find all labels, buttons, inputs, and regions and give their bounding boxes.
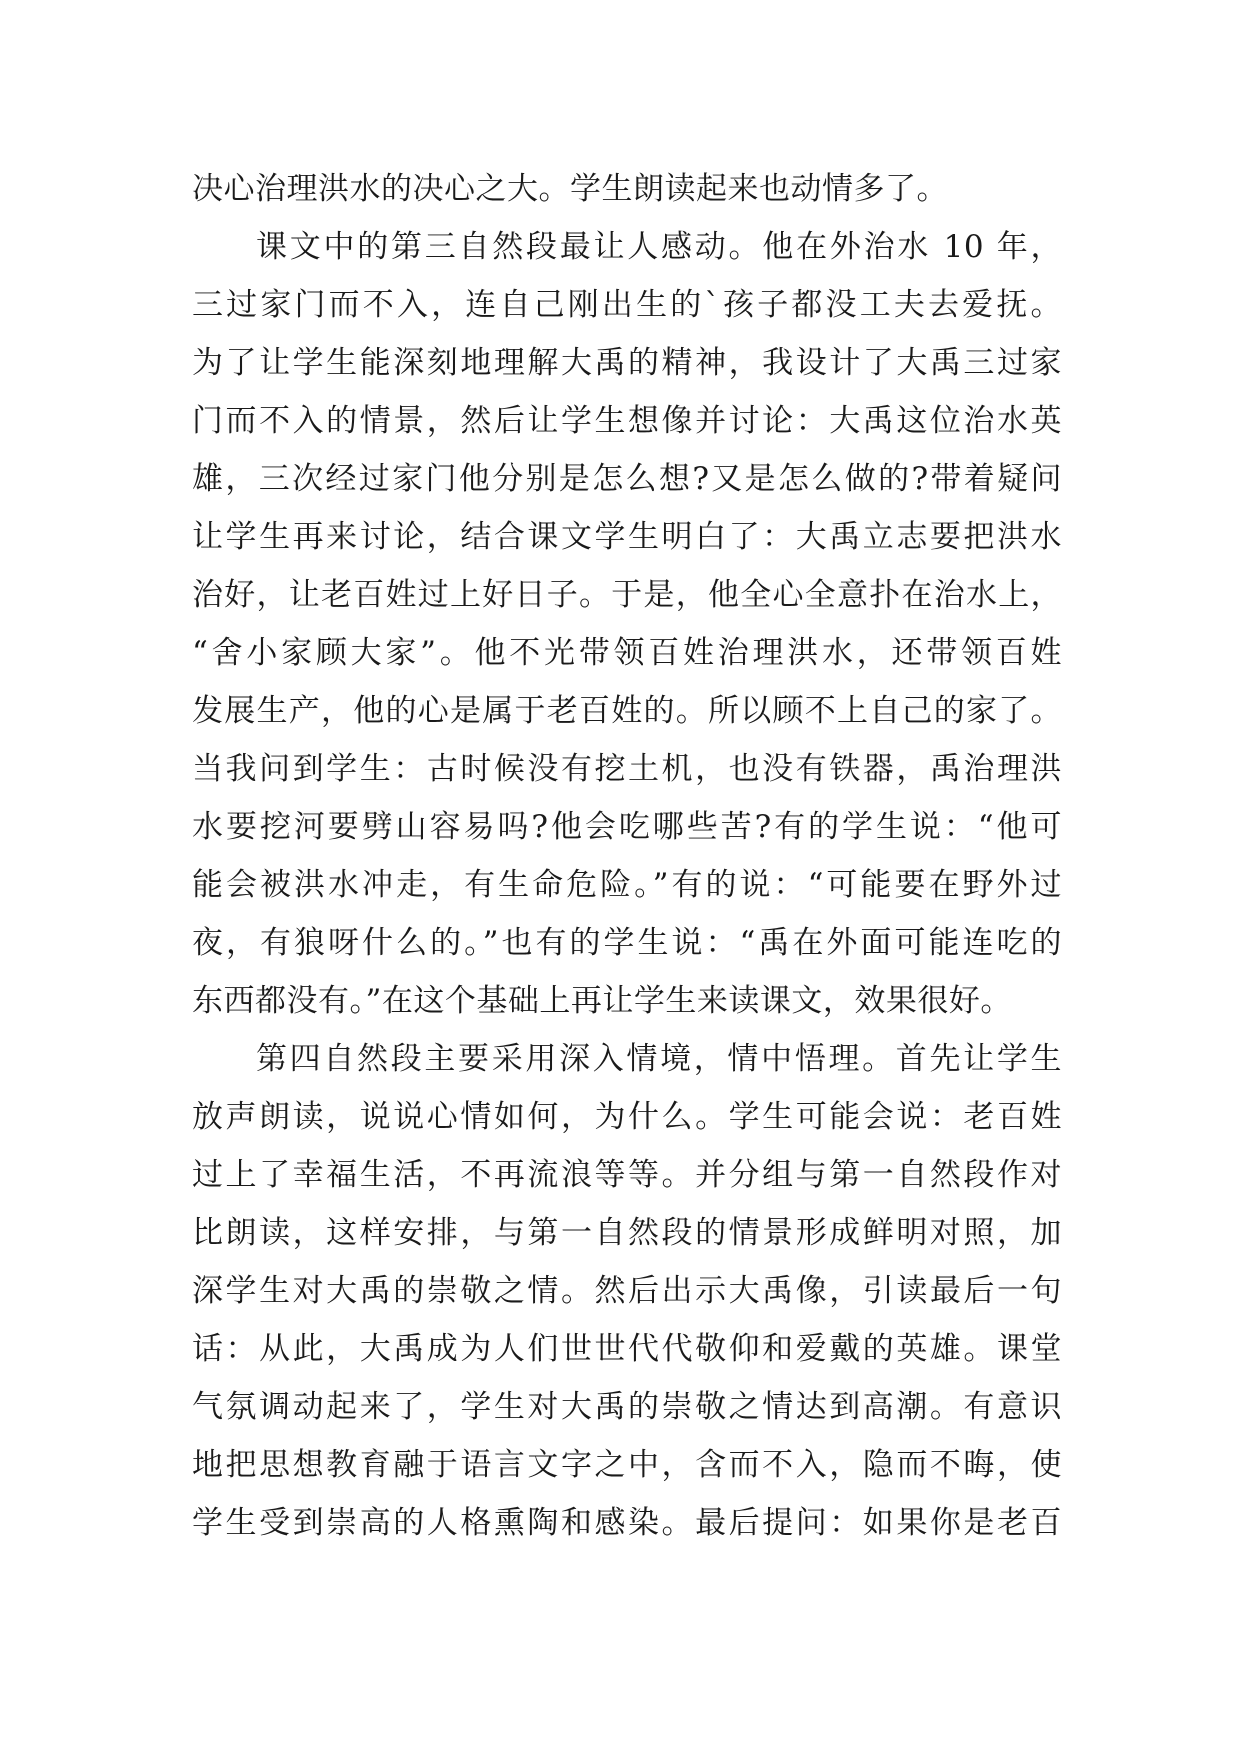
text-line: 放声朗读，说说心情如何，为什么。学生可能会说：老百姓 [192,1099,1062,1135]
text-line: 学生受到崇高的人格熏陶和感染。最后提问：如果你是老百 [192,1505,1062,1541]
text-line: 东西都没有。”在这个基础上再让学生来读课文，效果很好。 [192,983,1012,1019]
text-line: 发展生产，他的心是属于老百姓的。所以顾不上自己的家了。 [192,693,1062,729]
text-line: 雄，三次经过家门他分别是怎么想?又是怎么做的?带着疑问 [192,461,1062,497]
text-line: 话：从此，大禹成为人们世世代代敬仰和爱戴的英雄。课堂 [192,1331,1062,1367]
text-line: 治好，让老百姓过上好日子。于是，他全心全意扑在治水上， [192,577,1062,613]
text-line: 课文中的第三自然段最让人感动。他在外治水 10 年， [256,229,1062,265]
text-line: 第四自然段主要采用深入情境，情中悟理。首先让学生 [256,1041,1062,1077]
text-line: 过上了幸福生活，不再流浪等等。并分组与第一自然段作对 [192,1157,1062,1193]
text-line: 能会被洪水冲走，有生命危险。”有的说：“可能要在野外过 [192,867,1062,903]
text-line: 决心治理洪水的决心之大。学生朗读起来也动情多了。 [192,171,948,207]
text-line: 地把思想教育融于语言文字之中，含而不入，隐而不晦，使 [192,1447,1062,1483]
text-line: 三过家门而不入，连自己刚出生的`孩子都没工夫去爱抚。 [192,287,1062,323]
text-line: 门而不入的情景，然后让学生想像并讨论：大禹这位治水英 [192,403,1062,439]
text-line: 比朗读，这样安排，与第一自然段的情景形成鲜明对照，加 [192,1215,1062,1251]
text-line: 水要挖河要劈山容易吗?他会吃哪些苦?有的学生说：“他可 [192,809,1062,845]
text-line: 为了让学生能深刻地理解大禹的精神，我设计了大禹三过家 [192,345,1062,381]
text-line: 夜，有狼呀什么的。”也有的学生说：“禹在外面可能连吃的 [192,925,1062,961]
text-line: 当我问到学生：古时候没有挖土机，也没有铁器，禹治理洪 [192,751,1062,787]
body-text [192,160,1062,1552]
text-line: “舍小家顾大家”。他不光带领百姓治理洪水，还带领百姓 [192,635,1062,671]
text-line: 气氛调动起来了，学生对大禹的崇敬之情达到高潮。有意识 [192,1389,1062,1425]
text-line: 让学生再来讨论，结合课文学生明白了：大禹立志要把洪水 [192,519,1062,555]
text-line: 深学生对大禹的崇敬之情。然后出示大禹像，引读最后一句 [192,1273,1062,1309]
